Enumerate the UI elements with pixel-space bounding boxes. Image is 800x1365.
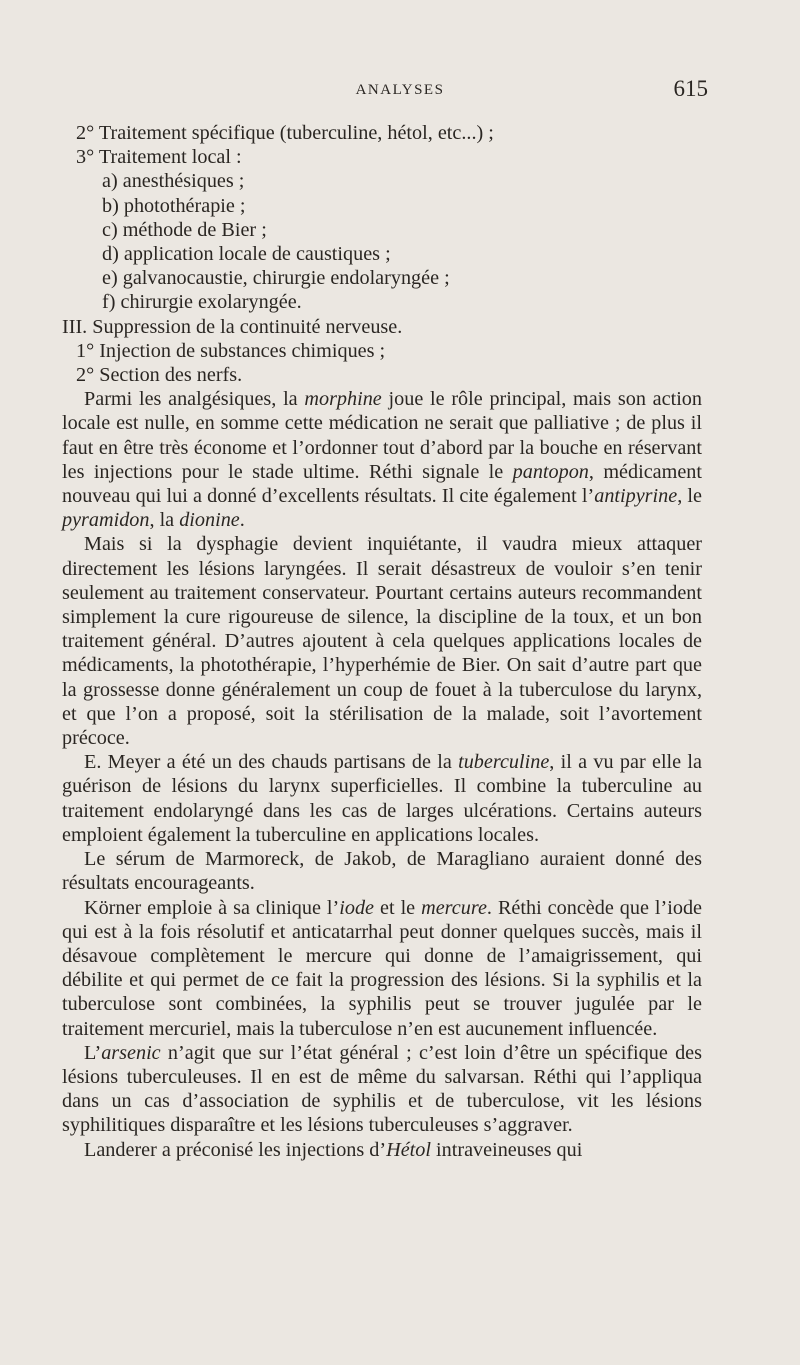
list-line-nerve-suppression: III. Suppression de la continuité nerveuse. xyxy=(62,315,403,338)
paragraph-hetol: Landerer a préconisé les injections d’Hétol intraveineuses qui xyxy=(84,1138,583,1161)
list-line-anesthetics: a) anesthésiques ; xyxy=(102,170,245,193)
paragraph-tuberculin: E. Meyer a été un des chauds partisans de la tuberculine, il a vu par elle la guérison de lésions du larynx superficielles. Il combine la tuberculine au traitement endolaryngé dans les cas de larges ulcérations. Certains auteurs emploient également la tuberculine en applications locales. xyxy=(62,751,702,846)
paragraph-analgesics: Parmi les analgésiques, la morphine joue le rôle principal, mais son action locale est nulle, en somme cette médication ne serait que palliative ; de plus il faut en être très économe et l’ordonner tout d’abord par la bouche en réservant les injections pour le stade ultime. Réthi signale le pantopon, médicament nouveau qui lui a donné d’excellents résultats. Il cite également l’antipyrine, le pyramidon, la dionine. xyxy=(62,388,703,532)
running-title: ANALYSES xyxy=(355,82,445,98)
paragraph-arsenic: L’arsenic n’agit que sur l’état général ; c’est loin d’être un spécifique des lésions tuberculeuses. Il en est de même du salvarsan. Réthi qui l’appliqua dans un cas d’association de syphilis et de tuberculose, vit les lésions syphilitiques disparaître et les lésions tuberculeuses s’aggraver. xyxy=(62,1041,702,1137)
list-line-galvanocaustics: e) galvanocaustie, chirurgie endolaryngée ; xyxy=(102,267,450,290)
paragraph-dysphagia: Mais si la dysphagie devient inquiétante, il vaudra mieux attaquer directement les lésions laryngées. Il serait désastreux de vouloir s’en tenir seulement au traitement conservateur. Pourtant certains auteurs recommandent simplement la cure rigoureuse de silence, la discipline de la toux, et un bon traitement général. D’autres ajoutent à cela quelques applications locales de médicaments, la photothérapie, l’hyperhémie de Bier. On sait d’autre part que la grossesse donne généralement un coup de fouet à la tuberculose du larynx, et que l’on a proposé, soit la stérilisation de la malade, soit l’avortement précoce. xyxy=(62,533,702,750)
paragraph-serum: Le sérum de Marmoreck, de Jakob, de Maragliano auraient donné des résultats encourageants. xyxy=(62,848,702,895)
list-line-local-treatment: 3° Traitement local : xyxy=(76,146,242,169)
list-line-specific-treatment: 2° Traitement spécifique (tuberculine, hétol, etc...) ; xyxy=(76,122,494,144)
page-number: 615 xyxy=(673,76,708,101)
list-line-bier-method: c) méthode de Bier ; xyxy=(102,218,267,241)
list-line-caustics: d) application locale de caustiques ; xyxy=(102,243,391,266)
paragraph-iodine-mercury: Körner emploie à sa clinique l’iode et le mercure. Réthi concède que l’iode qui est à la fois résolutif et anticatarrhal peut donner quelques succès, mais il désavoue complètement le mercure qui donne de l’amaigrissement, qui débilite et qui permet de ce fait la progression des lésions. Si la syphilis et la tuberculose sont combinées, la syphilis peut se trouver jugulée par le traitement mercuriel, mais la tuberculose n’en est aucunement influencée. xyxy=(62,896,703,1040)
body-text xyxy=(62,121,702,1162)
list-line-exolaryngeal-surgery: f) chirurgie exolaryngée. xyxy=(102,291,302,314)
list-line-phototherapy: b) photothérapie ; xyxy=(102,194,246,217)
list-line-chemical-injection: 1° Injection de substances chimiques ; xyxy=(76,339,386,362)
list-line-nerve-section: 2° Section des nerfs. xyxy=(76,364,243,387)
page-header xyxy=(0,76,800,106)
